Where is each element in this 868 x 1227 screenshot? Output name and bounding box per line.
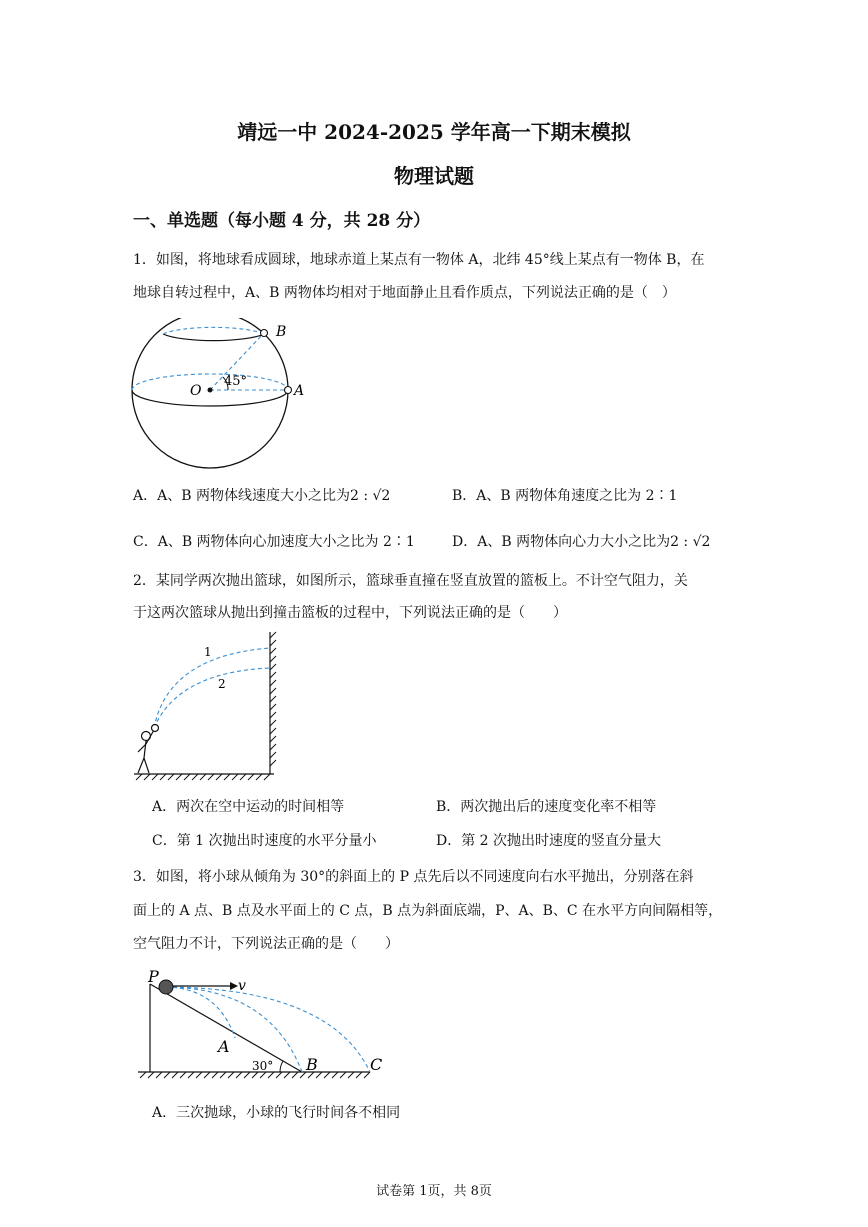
point-b: [261, 330, 268, 337]
ground-hatch: [136, 774, 270, 780]
latitude-back: [163, 327, 264, 334]
page-footer: 试卷第 1页，共 8页: [376, 1184, 492, 1199]
trajectory-a: [166, 987, 235, 1038]
center-point: [208, 388, 213, 393]
q2-option-a[interactable]: A．两次在空中运动的时间相等: [152, 799, 345, 815]
angle-label: 45°: [224, 374, 248, 389]
q2-text-line2: 于这两次篮球从抛出到撞击篮板的过程中，下列说法正确的是（ ）: [133, 605, 567, 621]
trajectory-2-label: 2: [218, 677, 226, 691]
q3-option-a[interactable]: A．三次抛球，小球的飞行时间各不相同: [152, 1105, 401, 1121]
ball-icon: [159, 980, 173, 994]
label-b: B: [276, 324, 287, 340]
q1-option-d-text: D．A、B 两物体向心力大小之比为: [452, 534, 671, 550]
q1-option-b[interactable]: B．A、B 两物体角速度之比为 2∶1: [452, 488, 678, 504]
q1-option-d-ratio: 2 : √2: [670, 534, 711, 550]
label-v: v: [238, 978, 246, 994]
angle-arc: [280, 1061, 283, 1072]
label-a: A: [294, 383, 305, 399]
latitude-front: [163, 334, 264, 341]
q1-option-a[interactable]: [133, 485, 390, 505]
person-icon: [138, 725, 159, 774]
q3-incline-figure: [130, 962, 390, 1090]
q2-text-line1: 2．某同学两次抛出篮球，如图所示，篮球垂直撞在竖直放置的篮板上。不计空气阻力，关: [133, 573, 688, 589]
wall-hatch: [270, 632, 276, 766]
label-c: C: [370, 1055, 383, 1074]
q1-text-line1: 1．如图，将地球看成圆球，地球赤道上某点有一物体 A，北纬 45°线上某点有一物体 B，在: [133, 252, 705, 268]
page-subtitle: 物理试题: [394, 164, 474, 188]
label-a: A: [218, 1037, 230, 1056]
page-title: 靖远一中 2024-2025 学年高一下期末模拟: [237, 120, 631, 144]
q1-option-d[interactable]: [452, 531, 710, 551]
label-o: O: [190, 383, 202, 399]
q3-text-line2: 面上的 A 点、B 点及水平面上的 C 点，B 点为斜面底端，P、A、B、C 在水平方向间隔相等，: [133, 903, 723, 919]
label-b: B: [306, 1055, 318, 1074]
incline-slope: [150, 984, 302, 1072]
q2-option-b[interactable]: B．两次抛出后的速度变化率不相等: [436, 799, 657, 815]
trajectory-b: [166, 987, 302, 1072]
point-a: [285, 387, 292, 394]
q1-option-a-ratio: 2 : √2: [349, 488, 391, 504]
trajectory-1: [154, 648, 270, 728]
section-heading: 一、单选题（每小题 4 分，共 28 分）: [133, 211, 431, 231]
q2-option-c[interactable]: C．第 1 次抛出时速度的水平分量小: [152, 833, 377, 849]
q2-basketball-figure: [128, 628, 288, 788]
q3-text-line3: 空气阻力不计，下列说法正确的是（ ）: [133, 936, 399, 952]
q1-earth-figure: [128, 318, 318, 470]
trajectory-1-label: 1: [204, 645, 212, 659]
q1-option-c[interactable]: C．A、B 两物体向心加速度大小之比为 2∶1: [133, 534, 415, 550]
q2-option-d[interactable]: D．第 2 次抛出时速度的竖直分量大: [436, 833, 662, 849]
trajectory-2: [154, 668, 270, 728]
label-p: P: [148, 967, 159, 986]
q3-text-line1: 3．如图，将小球从倾角为 30°的斜面上的 P 点先后以不同速度向右水平抛出，分别落在斜: [133, 869, 694, 885]
q1-text-line2: 地球自转过程中，A、B 两物体均相对于地面静止且看作质点，下列说法正确的是（ ）: [133, 285, 676, 301]
angle-label: 30°: [252, 1059, 274, 1073]
q1-option-a-text: A．A、B 两物体线速度大小之比为: [133, 488, 350, 504]
velocity-arrowhead: [230, 982, 238, 990]
